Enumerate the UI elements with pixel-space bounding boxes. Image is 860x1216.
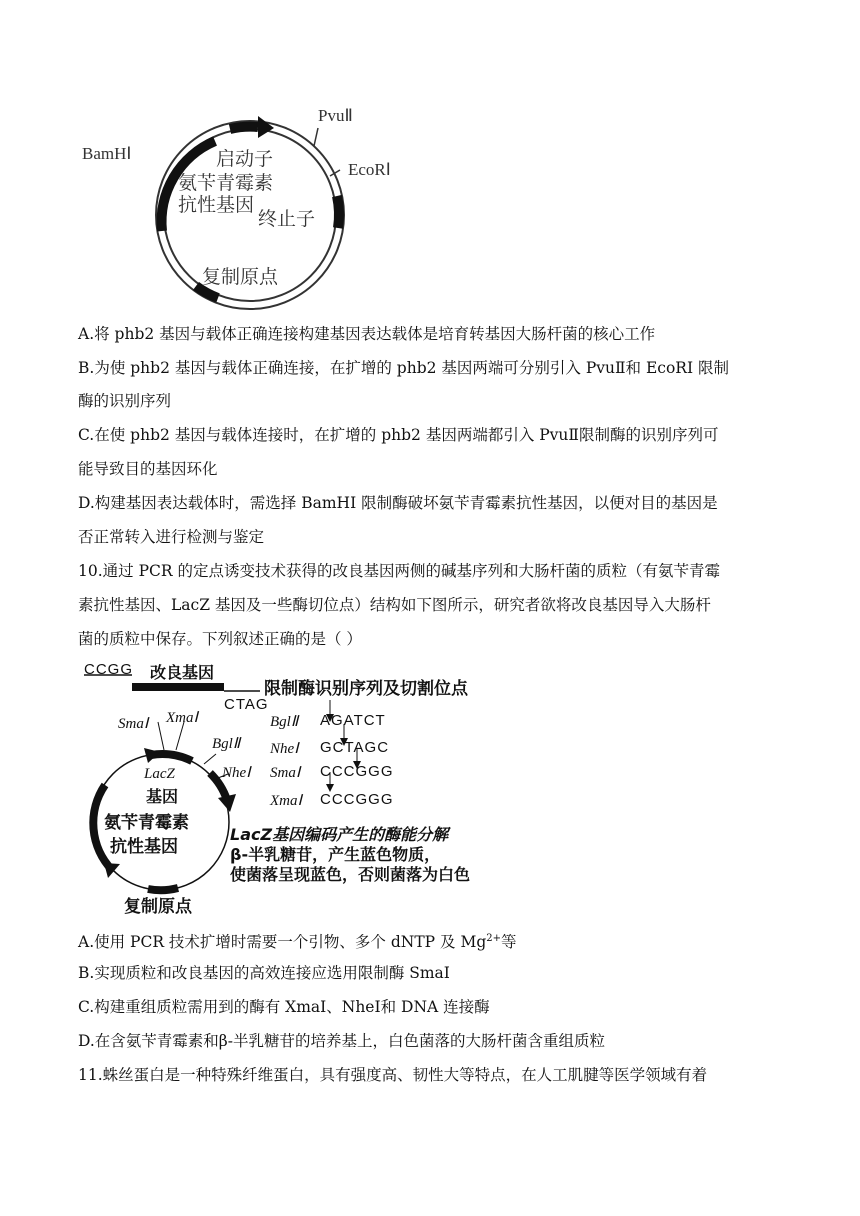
q10-stem-2: 素抗性基因、LacZ 基因及一些酶切位点）结构如下图所示，研究者欲将改良基因导入大肠杆 — [78, 596, 711, 614]
lacz-label: LacZ — [144, 766, 175, 782]
bamh-label: BamHⅠ — [82, 144, 132, 163]
amp-label-2: 抗性基因 — [110, 837, 178, 857]
left-sequence: CCGG — [84, 661, 133, 678]
nhe-site-label: NheⅠ — [222, 765, 251, 781]
q10-option-a-sup: 2+ — [486, 933, 502, 944]
terminator-label: 终止子 — [258, 208, 316, 230]
enzyme-table-title: 限制酶识别序列及切割位点 — [264, 679, 468, 699]
lacz-gene-label: 基因 — [146, 787, 179, 806]
q10-option-a-end: 等 — [501, 933, 517, 952]
q10-stem-1: 10.通过 PCR 的定点诱变技术获得的改良基因两侧的碱基序列和大肠杆菌的质粒（有氨苄青霉 — [78, 562, 720, 580]
enzyme-seq-nhe: GCTAGC — [320, 739, 390, 756]
q9-option-a: A.将 phb2 基因与载体正确连接构建基因表达载体是培育转基因大肠杆菌的核心工作 — [78, 325, 656, 343]
right-sequence: CTAG — [224, 696, 269, 713]
amp-label-1: 氨苄青霉素 — [178, 172, 274, 194]
enzyme-name-nhe: NheⅠ — [270, 741, 299, 757]
q10-option-a-text: A.使用 PCR 技术扩增时需要一个引物、多个 dNTP 及 Mg — [78, 933, 487, 952]
enzyme-seq-bgl: AGATCT — [320, 712, 386, 729]
amp-label-2: 抗性基因 — [178, 194, 255, 216]
ori-label: 复制原点 — [202, 266, 279, 288]
q9-option-d-cont: 否正常转入进行检测与鉴定 — [78, 528, 265, 546]
q10-option-a — [78, 929, 517, 952]
q9-option-d: D.构建基因表达载体时，需选择 BamHI 限制酶破坏氨苄青霉素抗性基因，以便对目的基因是 — [78, 494, 718, 512]
lacz-note-1: LacZ基因编码产生的酶能分解 — [230, 825, 449, 844]
plasmid-figure-1 — [78, 100, 438, 315]
promoter-label: 启动子 — [216, 148, 274, 170]
pvu-label: PvuⅡ — [318, 106, 353, 125]
bgl-site-label: BglⅡ — [212, 736, 241, 752]
lacz-note-2: β-半乳糖苷，产生蓝色物质， — [230, 845, 441, 864]
amp-label-1: 氨苄青霉素 — [104, 813, 189, 833]
xma-site-label: XmaⅠ — [166, 710, 198, 726]
q10-option-d: D.在含氨苄青霉素和β-半乳糖苷的培养基上，白色菌落的大肠杆菌含重组质粒 — [78, 1032, 606, 1050]
enzyme-seq-xma: CCCGGG — [320, 791, 394, 808]
gene-label: 改良基因 — [150, 663, 215, 682]
q10-stem-3: 菌的质粒中保存。下列叙述正确的是（ ） — [78, 630, 362, 648]
lacz-note-3: 使菌落呈现蓝色，否则菌落为白色 — [230, 865, 471, 884]
enzyme-name-bgl: BglⅡ — [270, 714, 299, 730]
ecor-label: EcoRⅠ — [348, 160, 391, 179]
plasmid-figure-2 — [80, 660, 540, 915]
enzyme-name-sma: SmaⅠ — [270, 765, 301, 781]
q10-option-c: C.构建重组质粒需用到的酶有 XmaⅠ、NheⅠ和 DNA 连接酶 — [78, 998, 490, 1016]
enzyme-name-xma: XmaⅠ — [270, 793, 302, 809]
ori-label: 复制原点 — [124, 897, 192, 917]
q9-option-b-cont: 酶的识别序列 — [78, 392, 172, 410]
q9-option-c: C.在使 phb2 基因与载体连接时，在扩增的 phb2 基因两端都引入 PvuⅡ限制酶的识别序列可 — [78, 426, 719, 444]
q10-option-b: B.实现质粒和改良基因的高效连接应选用限制酶 SmaⅠ — [78, 964, 450, 982]
sma-site-label: SmaⅠ — [118, 716, 149, 732]
q9-option-b: B.为使 phb2 基因与载体正确连接，在扩增的 phb2 基因两端可分别引入 PvuⅡ和 EcoRI 限制 — [78, 359, 730, 377]
q11-stem: 11.蛛丝蛋白是一种特殊纤维蛋白，具有强度高、韧性大等特点，在人工肌腱等医学领域有着 — [78, 1066, 708, 1084]
q9-option-c-cont: 能导致目的基因环化 — [78, 460, 218, 478]
enzyme-seq-sma: CCCGGG — [320, 763, 394, 780]
